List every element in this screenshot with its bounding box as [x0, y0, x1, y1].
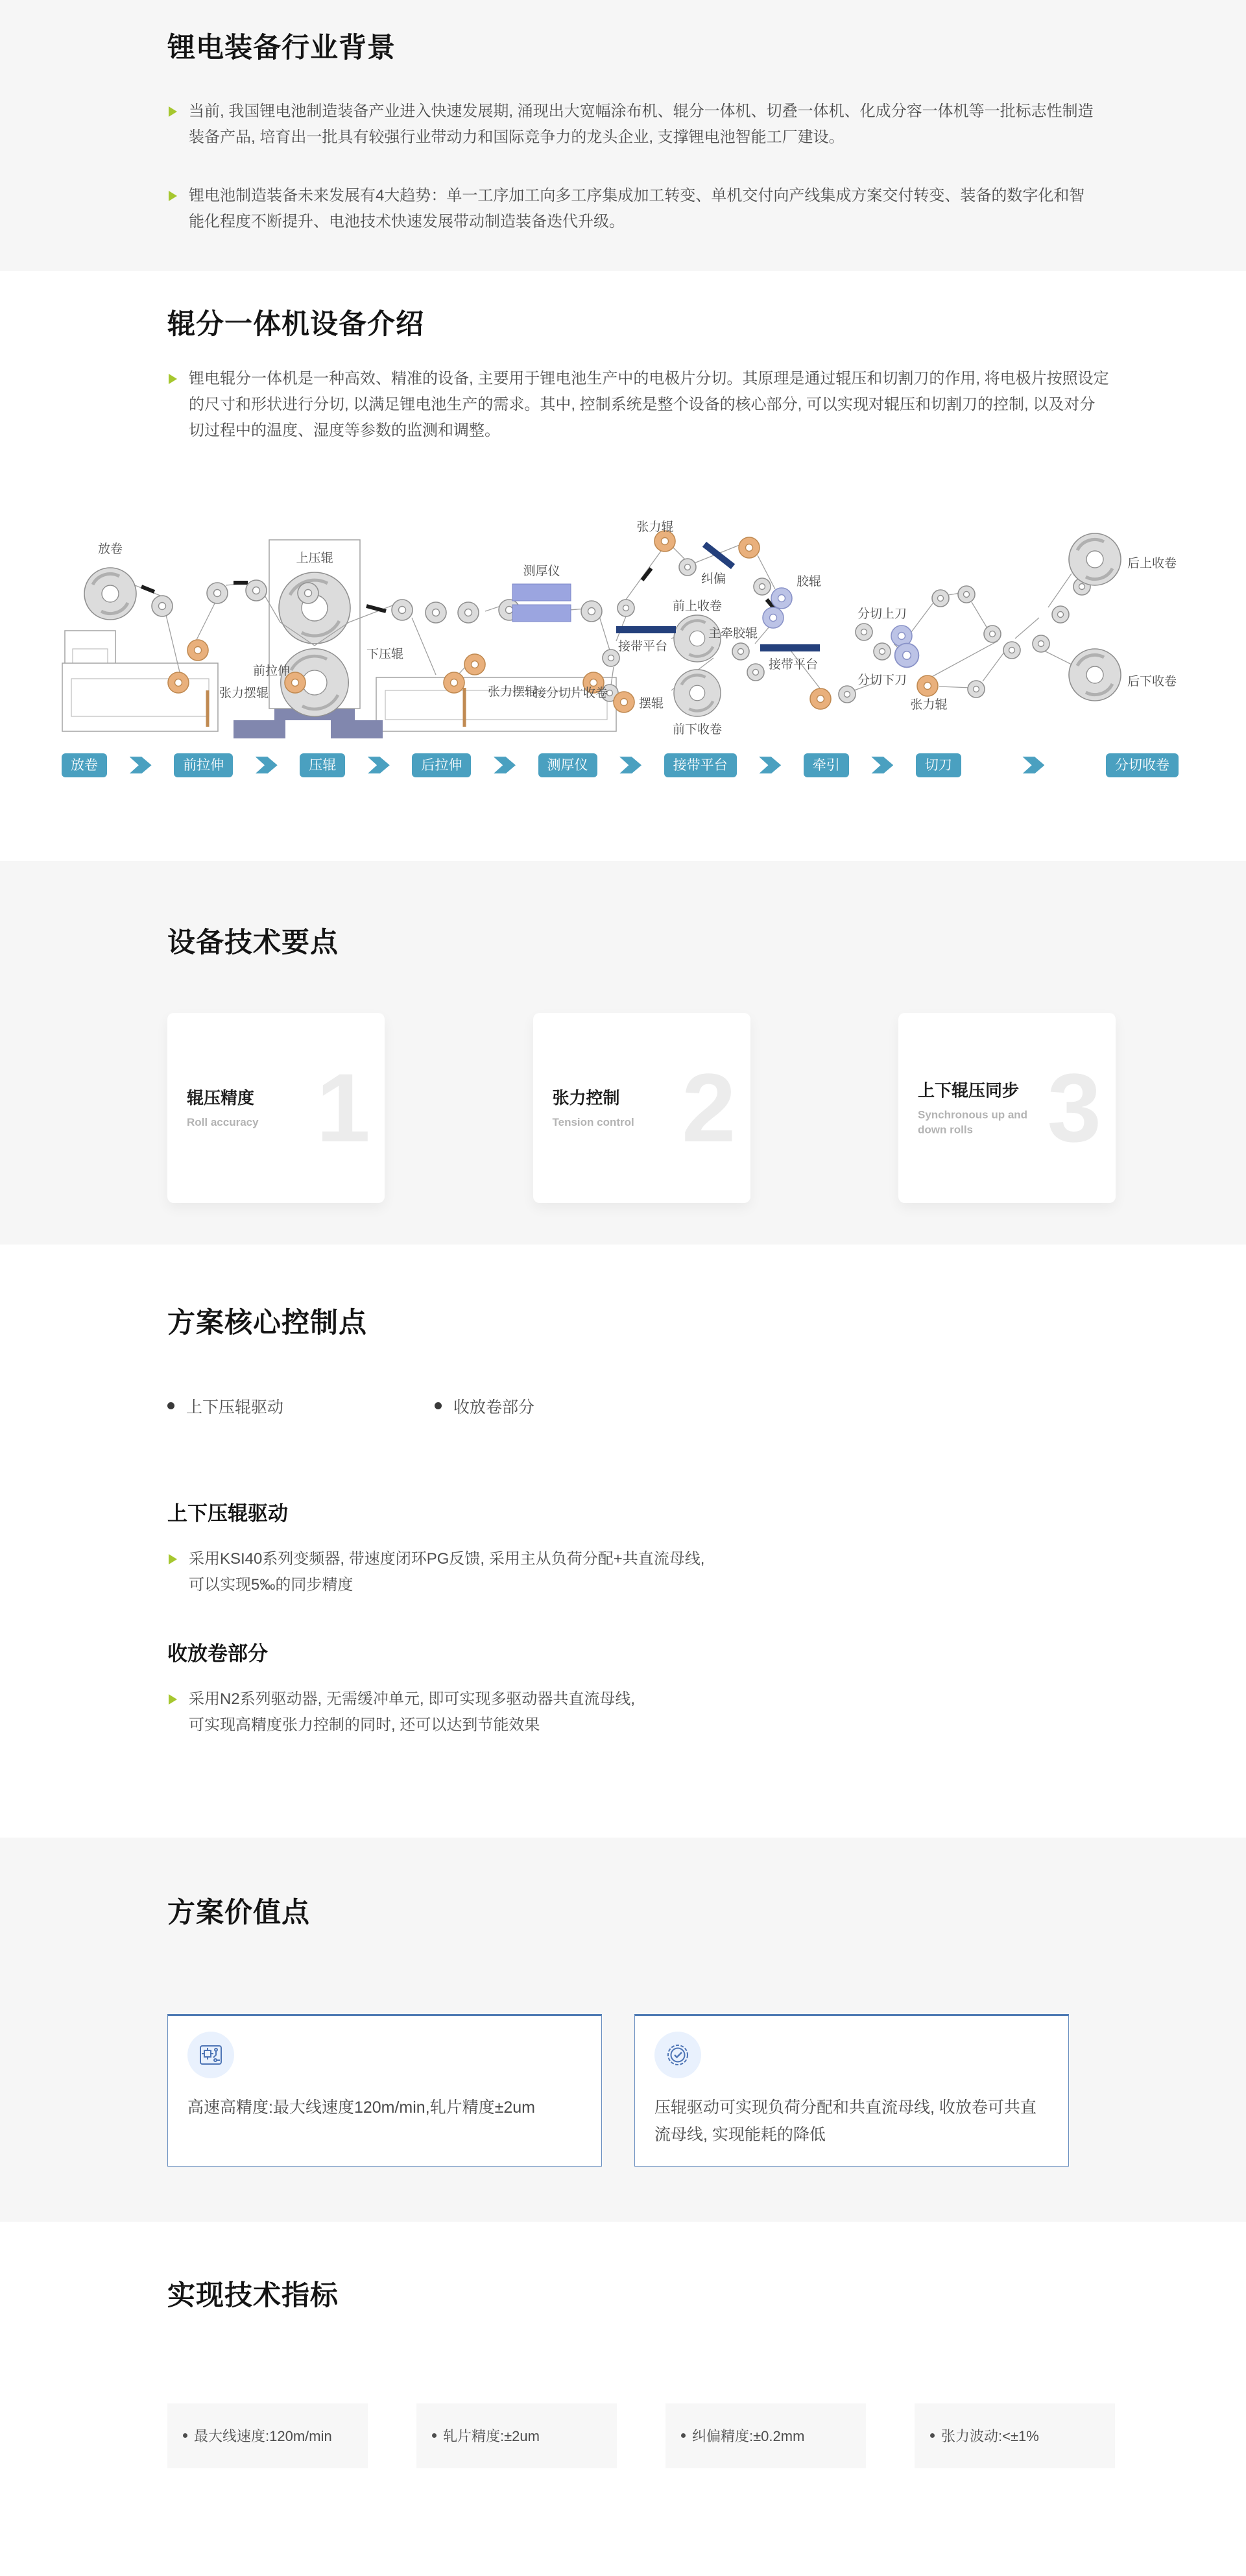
- dot-bullet-icon: [930, 2433, 935, 2438]
- indicator-card: [915, 2403, 1115, 2468]
- icon-circle: [654, 2032, 701, 2078]
- diagram-label: 前下收卷: [672, 722, 723, 736]
- diagram-label: 主牵胶辊: [708, 626, 758, 640]
- diagram-label: 上压辊: [296, 551, 333, 565]
- flow-step: 前拉伸: [174, 753, 233, 777]
- diagram-label: 接带平台: [618, 639, 668, 653]
- bullet-item: [167, 99, 1116, 151]
- tech-point-card: [167, 1013, 385, 1203]
- triangle-bullet-icon: [169, 191, 177, 201]
- diagram-label: 张力摆辊: [219, 686, 269, 700]
- indicator-text: 纠偏精度:±0.2mm: [692, 2428, 805, 2445]
- indicator-text: 张力波动:<±1%: [941, 2428, 1039, 2445]
- diagram-label: 接分切片收卷: [534, 686, 608, 700]
- diagram-label: 放卷: [97, 542, 123, 556]
- diagram-label: 下压辊: [366, 647, 404, 661]
- machine-diagram-wrap: [0, 488, 1246, 744]
- flow-step: 牵引: [804, 753, 849, 777]
- diagram-label: 摆辊: [639, 696, 664, 711]
- flow-step: 后拉伸: [412, 753, 471, 777]
- tech-point-card: [898, 1013, 1116, 1203]
- section-industry-background: [0, 0, 1246, 271]
- control-point-label: 上下压辊驱动: [186, 1398, 284, 1416]
- section-title: 设备技术要点: [167, 927, 339, 958]
- diagram-label: 分切下刀: [857, 673, 907, 687]
- dot-bullet-icon: [183, 2433, 187, 2438]
- diagram-label: 后上收卷: [1127, 556, 1177, 570]
- card-title: 上下辊压同步: [918, 1080, 1020, 1100]
- diagram-label: 接带平台: [769, 657, 819, 672]
- flow-arrow-icon: [619, 757, 641, 773]
- bullet-item: [167, 1686, 1116, 1738]
- thickness-gauge-box: [512, 605, 571, 622]
- card-number: 1: [316, 1053, 370, 1163]
- diagram-label: 前拉伸: [253, 664, 291, 678]
- subsection-title: 上下压辊驱动: [167, 1501, 288, 1525]
- triangle-bullet-icon: [169, 106, 177, 117]
- bullet-item: [167, 366, 1116, 444]
- card-subtitle: Roll accuracy: [187, 1116, 259, 1129]
- bullet-text-line: 采用KSI40系列变频器, 带速度闭环PG反馈, 采用主从负荷分配+共直流母线,: [189, 1550, 705, 1568]
- bullet-text: 当前, 我国锂电池制造装备产业进入快速发展期, 涌现出大宽幅涂布机、辊分一体机、切叠一体机、化成分容一体机等一批标志性制造装备产品, 培育出一批具有较强行业带动力和国际竞争力的龙头企业, 支撑锂电池智能工厂建设。: [189, 102, 1094, 146]
- tech-point-card: [533, 1013, 750, 1203]
- flow-arrow-icon: [494, 757, 516, 773]
- section-technical-points: [0, 861, 1246, 1245]
- indicator-text: 最大线速度:120m/min: [194, 2428, 332, 2445]
- dot-bullet-icon: [167, 1402, 174, 1409]
- bullet-text: 锂电池制造装备未来发展有4大趋势：单一工序加工向多工序集成加工转变、单机交付向产线集成方案交付转变、装备的数字化和智能化程度不断提升、电池技术快速发展带动制造装备迭代升级。: [189, 186, 1085, 230]
- flow-arrow-icon: [871, 757, 893, 773]
- value-card: [167, 2014, 602, 2167]
- flow-arrow-icon: [759, 757, 781, 773]
- deviation-corrector-bar: [702, 542, 735, 569]
- bullet-item: [167, 1546, 1116, 1598]
- control-point-item: [167, 1394, 435, 1418]
- page-title: 锂电装备行业背景: [167, 32, 396, 64]
- triangle-bullet-icon: [169, 1694, 177, 1705]
- diagram-label: 纠偏: [701, 572, 726, 586]
- knife-rollers: [763, 588, 918, 667]
- indicator-card: [665, 2403, 866, 2468]
- flow-step: 切刀: [916, 753, 961, 777]
- thickness-gauge-box: [512, 584, 571, 601]
- process-flow-bar: [62, 753, 1179, 777]
- dot-bullet-icon: [435, 1402, 442, 1409]
- flow-step: 放卷: [62, 753, 107, 777]
- subsection-title: 收放卷部分: [167, 1642, 268, 1666]
- diagram-label: 分切上刀: [857, 607, 907, 621]
- bullet-item: [167, 183, 1116, 235]
- unwinder-roll: [84, 568, 136, 620]
- circuit-board-icon: [198, 2042, 224, 2068]
- flow-step: 压辊: [300, 753, 345, 777]
- section-value-points: [0, 1838, 1246, 2222]
- card-subtitle: Tension control: [552, 1116, 634, 1129]
- flow-arrow-icon: [256, 757, 278, 773]
- triangle-bullet-icon: [169, 1554, 177, 1564]
- diagram-label: 胶辊: [797, 574, 822, 589]
- diagram-label: 测厚仪: [523, 564, 560, 578]
- dot-bullet-icon: [432, 2433, 437, 2438]
- diagram-label: 后下收卷: [1127, 674, 1177, 688]
- section-core-control-points: [0, 1245, 1246, 1838]
- section-title: 辊分一体机设备介绍: [167, 309, 424, 340]
- section-title: 方案核心控制点: [167, 1307, 367, 1339]
- control-point-label: 收放卷部分: [453, 1398, 535, 1416]
- indicator-text: 轧片精度:±2um: [443, 2428, 540, 2445]
- badge-check-icon: [665, 2042, 691, 2068]
- diagram-label: 前上收卷: [672, 599, 723, 613]
- section-technical-indicators: [0, 2222, 1246, 2576]
- bullet-text-line: 可以实现5‰的同步精度: [189, 1576, 353, 1594]
- diagram-label: 张力辊: [910, 698, 948, 712]
- section-title: 实现技术指标: [167, 2280, 339, 2311]
- section-machine-introduction: [0, 271, 1246, 861]
- control-point-item: [435, 1394, 702, 1418]
- flow-step: 测厚仪: [538, 753, 597, 777]
- indicator-card: [416, 2403, 617, 2468]
- card-number: 2: [682, 1053, 736, 1163]
- bullet-text-line: 可实现高精度张力控制的同时, 还可以达到节能效果: [189, 1716, 540, 1734]
- card-number: 3: [1047, 1053, 1101, 1163]
- splice-platform-bar: [616, 626, 676, 633]
- dot-bullet-icon: [681, 2433, 686, 2438]
- machine-diagram: [39, 488, 1206, 741]
- flow-arrow-icon: [368, 757, 390, 773]
- triangle-bullet-icon: [169, 374, 177, 384]
- card-subtitle: Synchronous up and down rolls: [918, 1108, 1028, 1136]
- flow-arrow-icon: [1022, 757, 1044, 773]
- flow-arrow-icon: [130, 757, 152, 773]
- bullet-text: 锂电辊分一体机是一种高效、精准的设备, 主要用于锂电池生产中的电极片分切。其原理是通过辊压和切割刀的作用, 将电极片按照设定的尺寸和形状进行分切, 以满足锂电池生产的需求。其中, 控制系统是整个设备的核心部分, 可以实现对辊压和切割刀的控制, 以及对分切过程中的温度、湿度等参数的监测和调整。: [189, 369, 1109, 439]
- upper-press-roll: [279, 572, 350, 644]
- card-title: 辊压精度: [187, 1088, 255, 1108]
- card-title: 张力控制: [552, 1088, 620, 1108]
- diagram-label: 张力辊: [636, 520, 674, 534]
- value-card-text: 高速高精度:最大线速度120m/min,轧片精度±2um: [187, 2098, 536, 2117]
- value-card: [634, 2014, 1069, 2167]
- indicator-card: [167, 2403, 368, 2468]
- flow-step: 接带平台: [664, 753, 737, 777]
- value-card-text: 压辊驱动可实现负荷分配和共直流母线, 收放卷可共直流母线, 实现能耗的降低: [654, 2098, 1036, 2144]
- section-title: 方案价值点: [167, 1897, 310, 1928]
- icon-circle: [187, 2032, 234, 2078]
- splice-platform-bar: [760, 644, 820, 651]
- diagram-label: 张力摆辊: [488, 685, 538, 699]
- bullet-text-line: 采用N2系列驱动器, 无需缓冲单元, 即可实现多驱动器共直流母线,: [189, 1690, 636, 1708]
- flow-step: 分切收卷: [1106, 753, 1179, 777]
